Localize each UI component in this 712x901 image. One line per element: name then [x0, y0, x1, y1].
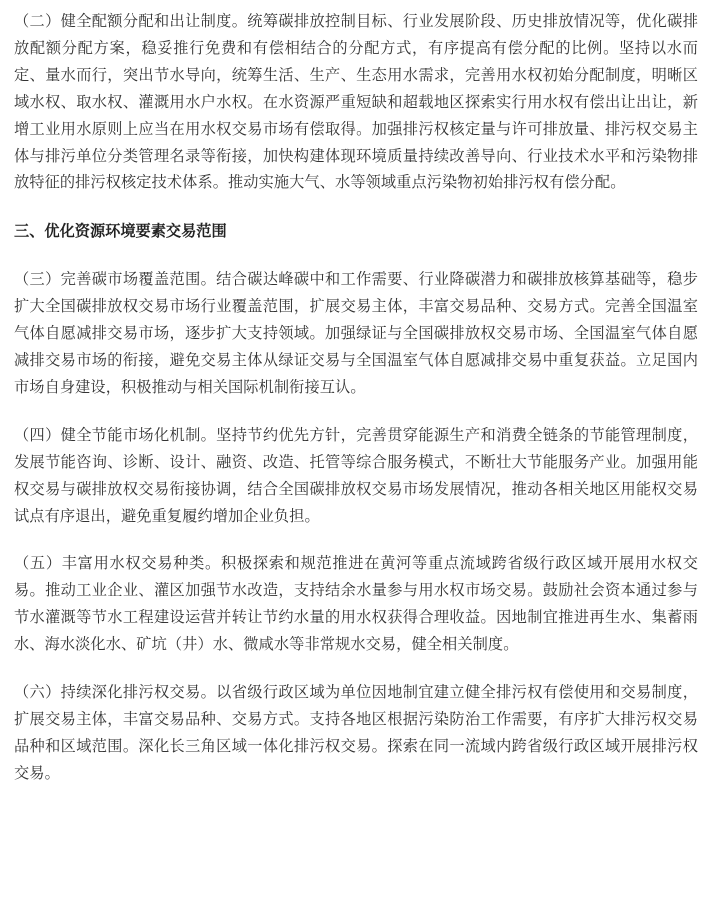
paragraph-5: （五）丰富用水权交易种类。积极探索和规范推进在黄河等重点流域跨省级行政区域开展用水权交易。推动工业企业、灌区加强节水改造，支持结余水量参与用水权市场交易。鼓励社会资本通过参与节水灌溉等节水工程建设运营并转让节约水量的用水权获得合理收益。因地制宜推进再生水、集蓄雨水、海水淡化水、矿坑（井）水、微咸水等非常规水交易，健全相关制度。: [14, 554, 698, 654]
paragraph-2: （二）健全配额分配和出让制度。统筹碳排放控制目标、行业发展阶段、历史排放情况等，优化碳排放配额分配方案，稳妥推行免费和有偿相结合的分配方式，有序提高有偿分配的比例。坚持以水而定、量水而行，突出节水导向，统筹生活、生产、生态用水需求，完善用水权初始分配制度，明晰区域水权、取水权、灌溉用水户水权。在水资源严重短缺和超载地区探索实行用水权有偿出让出让，新增工业用水原则上应当在用水权交易市场有偿取得。加强排污权核定量与许可排放量、排污权交易主体与排污单位分类管理名录等衔接，加快构建体现环境质量持续改善导向、行业技术水平和污染物排放特征的排污权核定技术体系。推动实施大气、水等领域重点污染物初始排污权有偿分配。: [14, 12, 698, 192]
paragraph-6: （六）持续深化排污权交易。以省级行政区域为单位因地制宜建立健全排污权有偿使用和交易制度，扩展交易主体，丰富交易品种、交易方式。支持各地区根据污染防治工作需要，有序扩大排污权交易品种和区域范围。深化长三角区域一体化排污权交易。探索在同一流域内跨省级行政区域开展排污权交易。: [14, 683, 698, 782]
section-3-heading: 三、优化资源环境要素交易范围: [14, 222, 227, 241]
paragraph-4: （四）健全节能市场化机制。坚持节约优先方针，完善贯穿能源生产和消费全链条的节能管理制度，发展节能咨询、诊断、设计、融资、改造、托管等综合服务模式，不断壮大节能服务产业。加强用能权交易与碳排放权交易衔接协调，结合全国碳排放权交易市场发展情况，推动各相关地区用能权交易试点有序退出，避免重复履约增加企业负担。: [14, 425, 698, 525]
paragraph-3: （三）完善碳市场覆盖范围。结合碳达峰碳中和工作需要、行业降碳潜力和碳排放核算基础等，稳步扩大全国碳排放权交易市场行业覆盖范围，扩展交易主体，丰富交易品种、交易方式。完善全国温室气体自愿减排交易市场，逐步扩大支持领域。加强绿证与全国碳排放权交易市场、全国温室气体自愿减排交易市场的衔接，避免交易主体从绿证交易与全国温室气体自愿减排交易中重复获益。立足国内市场自身建设，积极推动与相关国际机制衔接互认。: [14, 270, 698, 396]
